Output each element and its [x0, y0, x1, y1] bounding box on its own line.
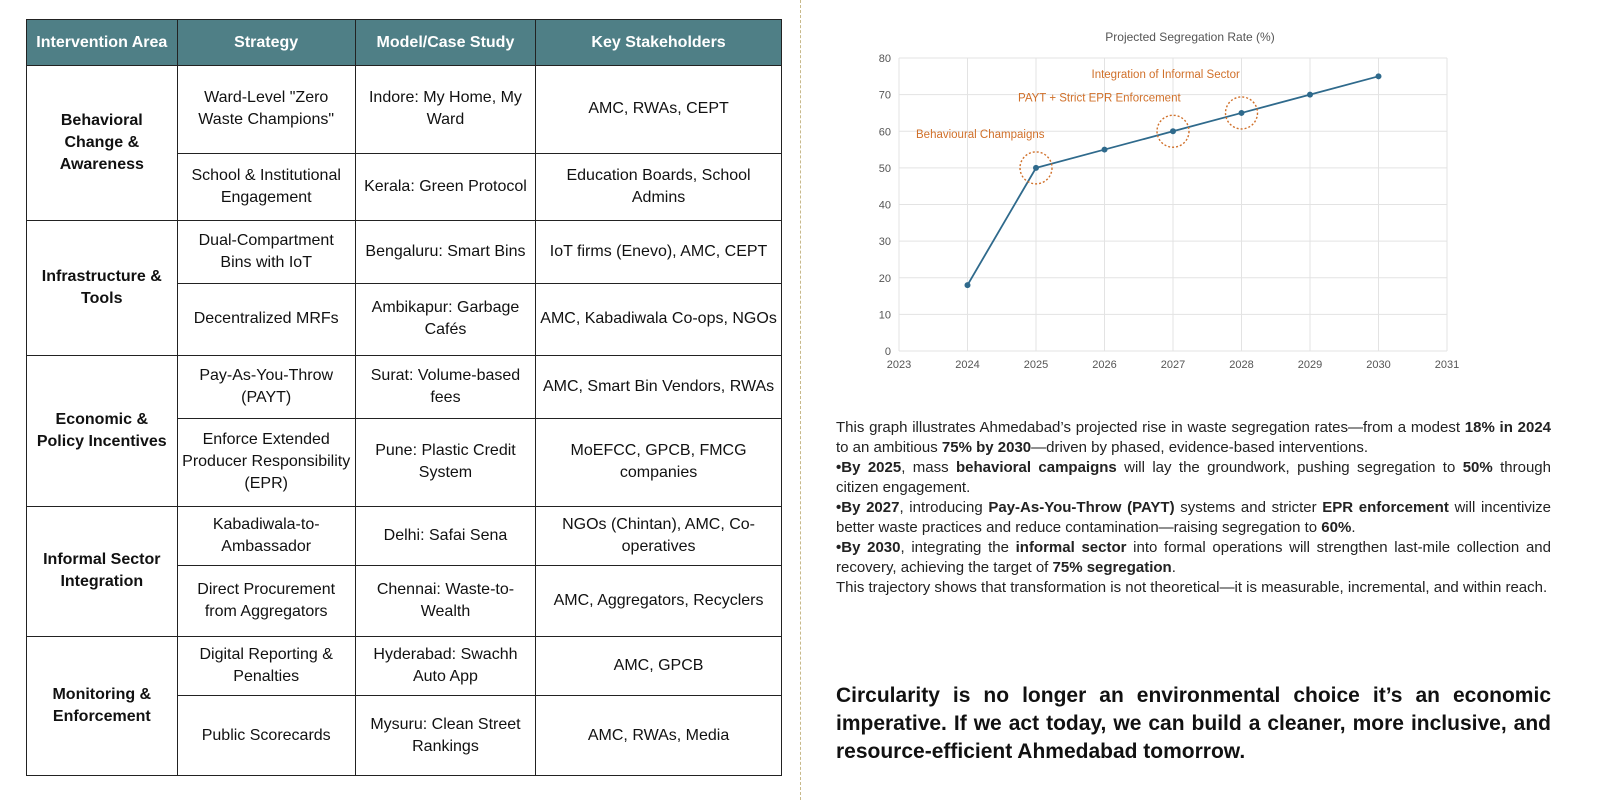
stakeholders-cell: AMC, RWAs, CEPT	[536, 66, 782, 154]
x-tick-label: 2029	[1297, 359, 1323, 371]
stakeholders-cell: AMC, GPCB	[536, 637, 782, 696]
narrative-segment: systems and stricter	[1174, 499, 1323, 516]
y-tick-label: 40	[878, 199, 891, 212]
narrative-segment: 18% in 2024	[1464, 419, 1551, 436]
y-tick-label: 70	[878, 89, 891, 102]
narrative-2025	[836, 458, 1551, 498]
stakeholders-cell: AMC, Smart Bin Vendors, RWAs	[536, 355, 782, 418]
case-study-cell: Indore: My Home, My Ward	[355, 66, 535, 154]
data-point	[1376, 73, 1382, 79]
strategy-cell: Enforce Extended Producer Responsibility (EPR)	[177, 418, 355, 506]
area-economic-policy: Economic & Policy Incentives	[27, 355, 178, 506]
stakeholders-cell: IoT firms (Enevo), AMC, CEPT	[536, 221, 782, 284]
strategy-cell: School & Institutional Engagement	[177, 153, 355, 220]
x-tick-label: 2028	[1229, 359, 1254, 371]
strategy-cell: Digital Reporting & Penalties	[177, 637, 355, 696]
y-tick-label: 10	[878, 309, 891, 322]
table-row	[27, 66, 782, 154]
narrative-segment: •By 2025	[836, 459, 902, 476]
strategy-cell: Dual-Compartment Bins with IoT	[177, 221, 355, 284]
narrative-segment: through citizen engagement.	[836, 459, 1551, 496]
data-point	[1170, 128, 1176, 134]
strategy-cell: Direct Procurement from Aggregators	[177, 565, 355, 636]
case-study-cell: Surat: Volume-based fees	[355, 355, 535, 418]
stakeholders-cell: Education Boards, School Admins	[536, 153, 782, 220]
stakeholders-cell: AMC, Aggregators, Recyclers	[536, 565, 782, 636]
annotation-label: Integration of Informal Sector	[1091, 68, 1240, 81]
data-point	[1033, 165, 1039, 171]
narrative-segment: .	[1351, 519, 1356, 536]
x-tick-label: 2024	[955, 359, 980, 371]
narrative-segment: .	[1171, 559, 1176, 576]
narrative-segment: will lay the groundwork, pushing segregation to	[1116, 459, 1463, 476]
annotation-label: PAYT + Strict EPR Enforcement	[1018, 92, 1181, 105]
x-tick-label: 2030	[1366, 359, 1391, 371]
closing-statement: Circularity is no longer an environmental choice it’s an economic imperative. If we act today, we can build a cleaner, more inclusive, and resource-efficient Ahmedabad tomorrow.	[836, 684, 1551, 763]
narrative-segment: will incentivize better waste practices and reduce contamination—raising segregation to	[836, 499, 1552, 536]
stakeholders-cell: NGOs (Chintan), AMC, Co-operatives	[536, 506, 782, 565]
narrative-segment: 75% by 2030	[941, 439, 1032, 456]
strategy-cell: Pay-As-You-Throw (PAYT)	[177, 355, 355, 418]
segregation-rate-chart	[878, 28, 1490, 388]
case-study-cell: Hyderabad: Swachh Auto App	[355, 637, 535, 696]
narrative-segment: This graph illustrates Ahmedabad’s projected rise in waste segregation rates—from a modest	[836, 419, 1465, 436]
header-strategy: Strategy	[177, 20, 355, 66]
strategy-cell: Ward-Level "Zero Waste Champions"	[177, 66, 355, 154]
header-key-stakeholders: Key Stakeholders	[536, 20, 782, 66]
data-point	[1307, 92, 1313, 98]
case-study-cell: Chennai: Waste-to-Wealth	[355, 565, 535, 636]
area-informal-sector: Informal Sector Integration	[27, 506, 178, 637]
chart-narrative	[836, 418, 1551, 598]
narrative-segment: , mass	[901, 459, 956, 476]
data-point	[1102, 147, 1108, 153]
x-tick-label: 2031	[1434, 359, 1460, 371]
data-point	[965, 282, 971, 288]
column-divider	[800, 0, 801, 800]
narrative-segment: This trajectory shows that transformation is not theoretical—it is measurable, incremental, and within reach.	[836, 579, 1548, 596]
strategy-cell: Public Scorecards	[177, 696, 355, 776]
y-tick-label: 30	[878, 236, 891, 249]
narrative-segment: behavioral campaigns	[955, 459, 1117, 476]
x-tick-label: 2025	[1023, 359, 1049, 371]
table-row	[27, 506, 782, 565]
case-study-cell: Pune: Plastic Credit System	[355, 418, 535, 506]
narrative-intro	[836, 418, 1551, 458]
case-study-cell: Kerala: Green Protocol	[355, 153, 535, 220]
narrative-segment: Pay-As-You-Throw (PAYT)	[988, 499, 1175, 516]
stakeholders-cell: AMC, Kabadiwala Co-ops, NGOs	[536, 284, 782, 355]
narrative-segment: •By 2027	[836, 499, 900, 516]
case-study-cell: Delhi: Safai Sena	[355, 506, 535, 565]
chart-title: Projected Segregation Rate (%)	[1105, 30, 1275, 44]
strategy-cell: Decentralized MRFs	[177, 284, 355, 355]
narrative-segment: 50%	[1462, 459, 1493, 476]
narrative-segment: to an ambitious	[836, 439, 942, 456]
narrative-2027	[836, 498, 1551, 538]
data-point	[1239, 110, 1245, 116]
area-behavioral-change: Behavioral Change & Awareness	[27, 66, 178, 221]
annotation-label: Behavioural Champaigns	[916, 128, 1045, 141]
y-tick-label: 20	[878, 272, 891, 285]
y-tick-label: 60	[878, 126, 891, 139]
case-study-cell: Mysuru: Clean Street Rankings	[355, 696, 535, 776]
strategy-cell: Kabadiwala-to-Ambassador	[177, 506, 355, 565]
narrative-segment: , introducing	[899, 499, 989, 516]
table-row	[27, 637, 782, 696]
header-intervention-area: Intervention Area	[27, 20, 178, 66]
stakeholders-cell: AMC, RWAs, Media	[536, 696, 782, 776]
narrative-conclusion	[836, 578, 1551, 598]
header-model-case-study: Model/Case Study	[355, 20, 535, 66]
narrative-segment: 60%	[1321, 519, 1352, 536]
narrative-segment: 75% segregation	[1052, 559, 1172, 576]
y-tick-label: 80	[878, 53, 891, 65]
x-tick-label: 2023	[886, 359, 912, 371]
narrative-segment: informal sector	[1015, 539, 1127, 556]
y-tick-label: 50	[878, 162, 891, 175]
narrative-segment: , integrating the	[900, 539, 1016, 556]
x-tick-label: 2027	[1160, 359, 1186, 371]
stakeholders-cell: MoEFCC, GPCB, FMCG companies	[536, 418, 782, 506]
table-row	[27, 355, 782, 418]
area-monitoring: Monitoring & Enforcement	[27, 637, 178, 776]
narrative-segment: —driven by phased, evidence-based interventions.	[1031, 439, 1369, 456]
x-tick-label: 2026	[1092, 359, 1117, 371]
narrative-segment: EPR enforcement	[1322, 499, 1449, 516]
case-study-cell: Bengaluru: Smart Bins	[355, 221, 535, 284]
narrative-segment: into formal operations will strengthen last-mile collection and recovery, achieving the target of	[836, 539, 1551, 576]
area-infrastructure: Infrastructure & Tools	[27, 221, 178, 356]
y-tick-label: 0	[884, 346, 891, 358]
interventions-table	[26, 19, 782, 776]
narrative-2030	[836, 538, 1551, 578]
narrative-segment: •By 2030	[836, 539, 901, 556]
case-study-cell: Ambikapur: Garbage Cafés	[355, 284, 535, 355]
table-row	[27, 221, 782, 284]
